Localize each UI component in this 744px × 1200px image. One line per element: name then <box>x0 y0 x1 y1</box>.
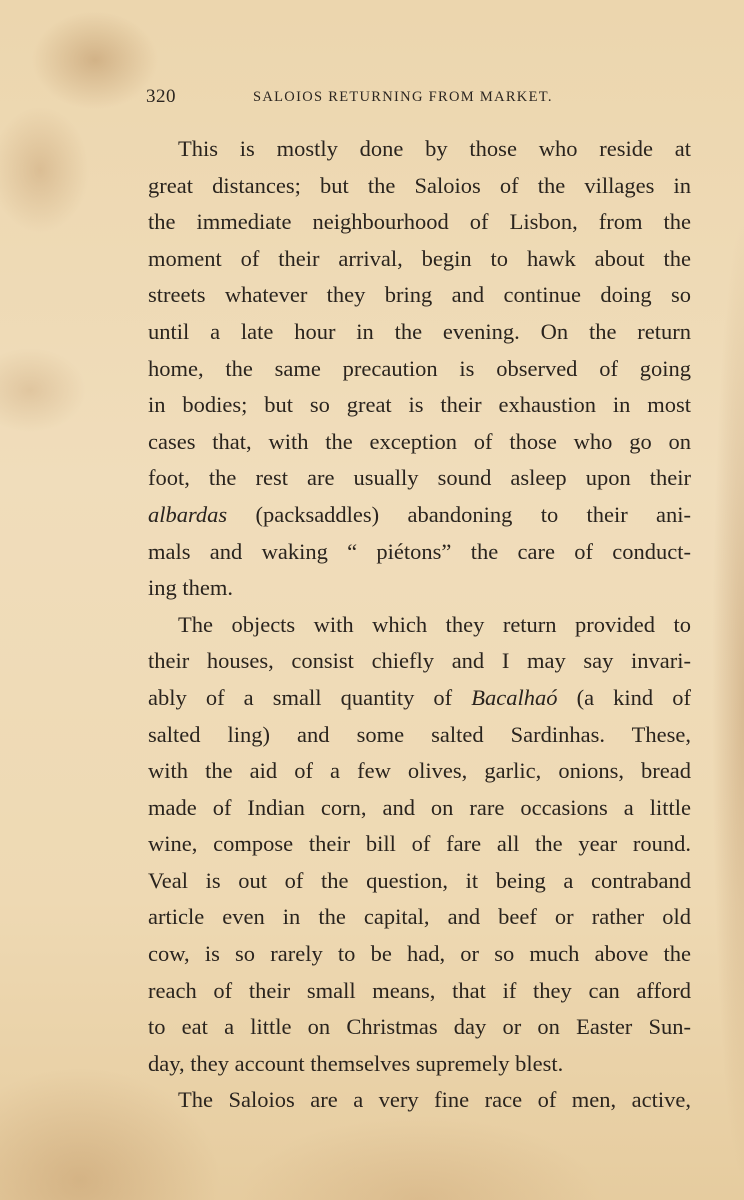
text-line: until a late hour in the evening. On the return <box>148 318 691 344</box>
body-text <box>148 131 691 1119</box>
text-line: in bodies; but so great is their exhaustion in most <box>148 392 691 418</box>
text-line: foot, the rest are usually sound asleep upon their <box>148 465 691 491</box>
text-line: The objects with which they return provided to <box>178 611 691 637</box>
text-line: great distances; but the Saloios of the villages in <box>148 172 691 198</box>
text-line: article even in the capital, and beef or rather old <box>148 904 691 930</box>
text-segment: (packsaddles) abandoning to their ani- <box>227 501 691 527</box>
page-header <box>146 86 706 112</box>
text-line: moment of their arrival, begin to hawk about the <box>148 245 691 271</box>
text-line <box>148 680 691 717</box>
text-line: the immediate neighbourhood of Lisbon, from the <box>148 209 691 235</box>
text-line: wine, compose their bill of fare all the year round. <box>148 831 691 857</box>
page-number: 320 <box>146 86 176 107</box>
text-segment: (a kind of <box>557 684 691 710</box>
text-line <box>148 497 691 534</box>
text-line: with the aid of a few olives, garlic, onions, bread <box>148 758 691 784</box>
text-line: streets whatever they bring and continue doing so <box>148 282 691 308</box>
text-line: mals and waking “ piétons” the care of conduct- <box>148 538 691 564</box>
text-line: This is mostly done by those who reside at <box>178 136 691 161</box>
italic-term-albardas: albardas <box>148 501 228 527</box>
text-line: cow, is so rarely to be had, or so much above the <box>148 941 691 967</box>
text-line: home, the same precaution is observed of going <box>148 355 691 381</box>
italic-term-bacalhao: Bacalhaó <box>471 684 558 710</box>
text-line: Veal is out of the question, it being a contraband <box>148 867 691 893</box>
running-title: SALOIOS RETURNING FROM MARKET. <box>253 89 553 105</box>
text-line: their houses, consist chiefly and I may say invari- <box>148 648 691 674</box>
text-line: reach of their small means, that if they can afford <box>148 977 691 1003</box>
text-segment: ably of a small quantity of <box>148 684 472 710</box>
text-line: ing them. <box>148 575 233 601</box>
text-line: cases that, with the exception of those who go on <box>148 428 691 454</box>
text-line: made of Indian corn, and on rare occasions a little <box>148 794 691 820</box>
text-line: day, they account themselves supremely blest. <box>148 1050 564 1076</box>
text-line: The Saloios are a very fine race of men, active, <box>178 1087 691 1113</box>
text-line: salted ling) and some salted Sardinhas. These, <box>148 721 691 747</box>
text-line: to eat a little on Christmas day or on Easter Sun- <box>148 1014 691 1040</box>
